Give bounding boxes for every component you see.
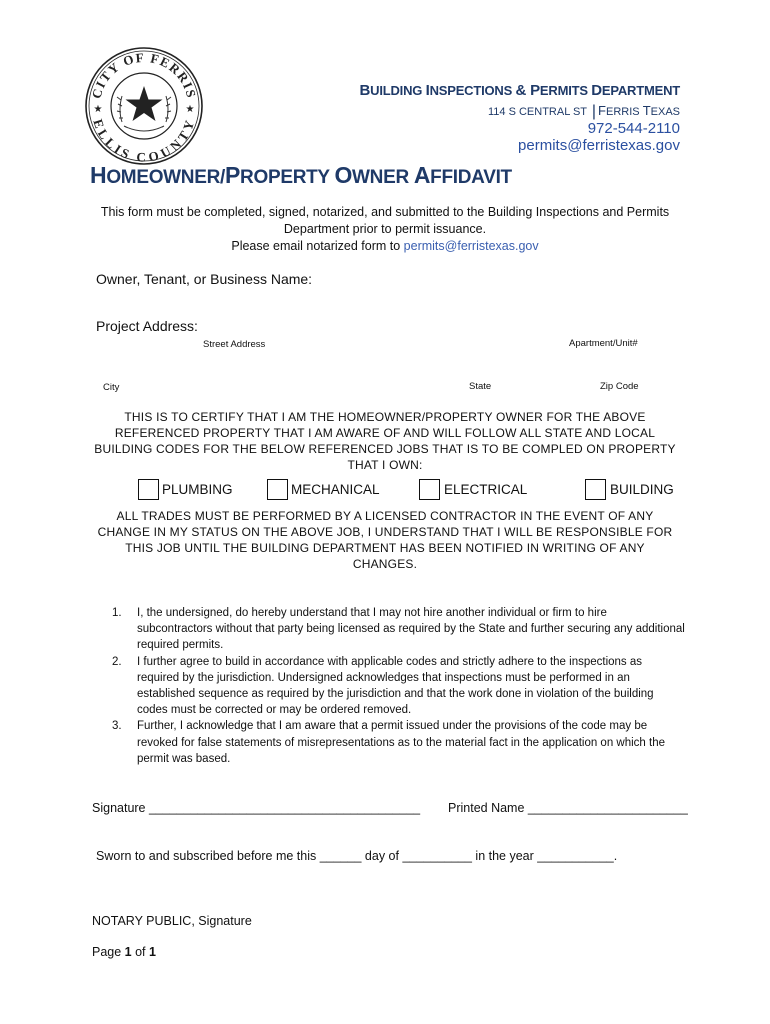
building-checkbox[interactable] (585, 479, 606, 500)
mechanical-label: MECHANICAL (291, 482, 380, 497)
printed-name-line[interactable]: Printed Name _______________________ (448, 801, 688, 815)
zip-code-label: Zip Code (600, 381, 639, 392)
list-item: 3. Further, I acknowledge that I am aware that a permit issued under the provisions of the code may be revoked for false statements of misrepresentations as to the material fact in the application on which the permit was based. (112, 720, 666, 765)
svg-text:★: ★ (93, 104, 103, 115)
list-item: 1. I, the undersigned, do hereby understand that I may not hire another individual or firm to hire subcontractors without that party being licensed as required by the State and further securing any additional required permits. (112, 607, 685, 652)
seal-bottom-text: ELLIS COUNTY (90, 117, 198, 165)
mechanical-checkbox[interactable] (267, 479, 288, 500)
department-address: 114 S CENTRAL ST | FERRIS TEXAS (487, 103, 680, 120)
notary-signature-label: NOTARY PUBLIC, Signature (92, 914, 252, 928)
city-seal-logo (84, 46, 204, 166)
owner-name-label: Owner, Tenant, or Business Name: (96, 271, 313, 287)
project-address-label: Project Address: (96, 318, 198, 334)
plumbing-checkbox[interactable] (138, 479, 159, 500)
intro-email-link[interactable]: permits@ferristexas.gov (403, 239, 539, 253)
list-item: 2. I further agree to build in accordance with applicable codes and strictly adhere to the inspections as required by the jurisdiction. Undersigned acknowledges that inspections must be performed in an established sequence as required by the jurisdiction and that the work done in violation of the building codes must be corrected or may be ordered removed. (112, 655, 654, 717)
page-title: HOMEOWNER/PROPERTY OWNER AFFIDAVIT (90, 162, 512, 188)
state-label: State (469, 381, 492, 392)
street-address-label: Street Address (203, 339, 266, 350)
certify-statement: THIS IS TO CERTIFY THAT I AM THE HOMEOWNER/PROPERTY OWNER FOR THE ABOVE REFERENCED PROPERTY THAT I AM AWARE OF AND WILL FOLLOW ALL STATE AND LOCAL BUILDING CODES FOR THE BELOW REFERENCED JOBS THAT IS TO BE COMPLED ON PROPERTY THAT I OWN: (94, 410, 676, 472)
sworn-statement: Sworn to and subscribed before me this ______ day of __________ in the year ___________. (96, 849, 618, 863)
seal-top-text: CITY OF FERRIS (88, 49, 200, 101)
department-name: BUILDING INSPECTIONS & PERMITS DEPARTMENT (359, 82, 680, 99)
department-email[interactable]: permits@ferristexas.gov (518, 137, 680, 154)
trades-statement: ALL TRADES MUST BE PERFORMED BY A LICENSED CONTRACTOR IN THE EVENT OF ANY CHANGE IN MY STATUS ON THE ABOVE JOB, I UNDERSTAND THAT I WILL BE RESPONSIBLE FOR THIS JOB UNTIL THE BUILDING DEPARTMENT HAS BEEN NOTIFIED IN WRITING OF ANY CHANGES. (97, 509, 673, 571)
signature-line[interactable]: Signature _______________________________________ (92, 801, 421, 815)
electrical-checkbox[interactable] (419, 479, 440, 500)
electrical-label: ELECTRICAL (444, 482, 528, 497)
plumbing-label: PLUMBING (162, 482, 233, 497)
apartment-unit-label: Apartment/Unit# (569, 338, 638, 349)
intro-email-line: Please email notarized form to permits@ferristexas.gov (231, 239, 539, 253)
svg-text:ELLIS COUNTY (90, 117, 197, 165)
department-phone: 972-544-2110 (587, 120, 680, 137)
building-label: BUILDING (610, 482, 674, 497)
page-number: Page 1 of 1 (92, 945, 156, 959)
intro-instructions: This form must be completed, signed, notarized, and submitted to the Building Inspections and Permits Department prior to permit issuance. (100, 205, 670, 236)
svg-text:★: ★ (185, 104, 195, 115)
acknowledgement-list (95, 605, 685, 767)
city-label: City (103, 382, 120, 393)
